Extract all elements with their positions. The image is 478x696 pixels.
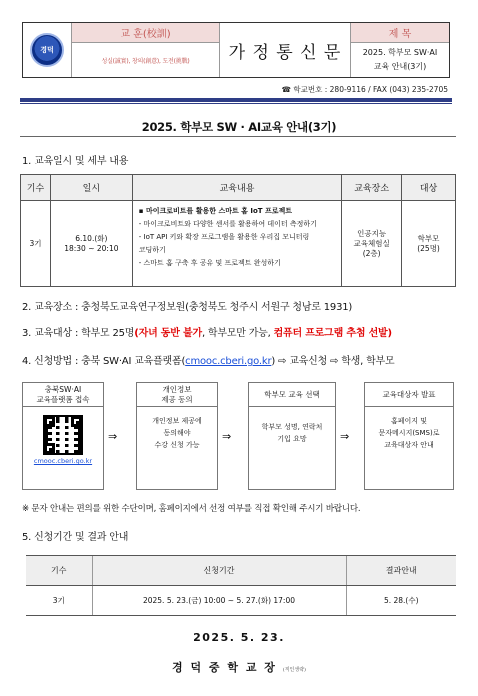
flow-step-3-body: 학부모 성명, 연락처 기입 요망 <box>261 423 323 443</box>
logo-cell <box>23 23 71 77</box>
flow-step-3-title: 학부모 교육 선택 <box>249 383 335 407</box>
cell-place <box>342 201 402 287</box>
arrow-right-icon: ⇒ <box>108 430 118 443</box>
table-row <box>21 201 456 287</box>
divider-thin <box>20 103 452 104</box>
issue-date: 2025. 5. 23. <box>193 631 285 644</box>
topic-value <box>351 43 449 77</box>
application-table <box>26 555 456 616</box>
place-line-2: 교육체험실 <box>353 238 390 248</box>
place-line-1: 인공지능 <box>357 228 387 238</box>
col-date: 일시 <box>50 175 132 201</box>
section5-heading: 5. 신청기간 및 결과 안내 <box>22 532 129 543</box>
col-term: 기수 <box>21 175 51 201</box>
table-header-row <box>21 175 456 201</box>
divider-thick <box>20 98 452 102</box>
section4-text <box>22 352 394 367</box>
content-line-0: ▪ 마이크로비트를 활용한 스마트 홈 IoT 프로젝트 <box>138 207 293 215</box>
col-place: 교육장소 <box>342 175 402 201</box>
target-line-2: (25명) <box>417 243 440 253</box>
flow-step-2-title: 개인정보 제공 동의 <box>137 383 217 407</box>
col-result: 결과안내 <box>346 556 456 586</box>
seal-note: (직인생략) <box>282 667 306 673</box>
target-line-1: 학부모 <box>417 233 440 243</box>
col-content: 교육내용 <box>132 175 341 201</box>
flow-step-2 <box>136 382 218 490</box>
arrow-right-icon: ⇒ <box>340 430 350 443</box>
cell-term: 3기 <box>26 586 92 616</box>
section4-suffix: ) ⇨ 교육신청 ⇨ 학생, 학부모 <box>271 356 395 367</box>
cell-content <box>132 201 341 287</box>
flow-step-1-title: 충북SW·AI 교육플랫폼 접속 <box>23 383 103 407</box>
letter-title: 가 정 통 신 문 <box>219 23 351 77</box>
section3-warning-2: 컴퓨터 프로그램 추첨 선발) <box>273 328 392 339</box>
topic-line-1: 2025. 학부모 SW·AI <box>362 48 438 57</box>
principal-name: 경 덕 중 학 교 장 <box>172 661 277 674</box>
section2-text: 2. 교육장소 : 충청북도교육연구정보원(충청북도 청주시 서원구 청남로 1931) <box>22 302 353 313</box>
cell-period: 2025. 5. 23.(금) 10:00 ~ 5. 27.(화) 17:00 <box>92 586 346 616</box>
title-divider <box>20 136 456 137</box>
motto-values: 성실(誠實), 창의(創意), 도전(挑戰) <box>71 43 219 77</box>
topic-label: 제 목 <box>351 23 449 43</box>
notice-text: ※ 문자 안내는 편의를 위한 수단이며, 홈페이지에서 선정 여부를 직접 확인해 주시기 바랍니다. <box>22 504 361 514</box>
content-line-3: 코딩하기 <box>138 246 166 254</box>
section3-warning-1: (자녀 동반 불가 <box>134 328 202 339</box>
schedule-table <box>20 174 456 287</box>
date-line-2: 18:30 ~ 20:10 <box>64 243 119 253</box>
content-line-4: - 스마트 홈 구축 후 공유 및 프로젝트 완성하기 <box>138 259 281 267</box>
col-target: 대상 <box>402 175 456 201</box>
flow-step-1-link[interactable]: cmooc.cberi.go.kr <box>33 457 93 465</box>
flow-step-4-title: 교육대상자 발표 <box>365 383 453 407</box>
col-term: 기수 <box>26 556 92 586</box>
table-header-row <box>26 556 456 586</box>
place-line-3: (2층) <box>362 248 381 258</box>
qr-code-icon <box>43 415 83 455</box>
signature <box>0 659 478 675</box>
letter-header <box>22 22 450 78</box>
content-line-2: - IoT API 키와 확장 프로그램을 활용한 우리집 모니터링 <box>138 233 310 241</box>
flow-step-2-body: 개인정보 제공에 동의해야 수강 신청 가능 <box>152 417 202 449</box>
section3-prefix: 3. 교육대상 : 학부모 25명 <box>22 328 135 339</box>
flow-step-1 <box>22 382 104 490</box>
document-title: 2025. 학부모 SW · AI교육 안내(3기) <box>141 120 337 134</box>
cell-term: 3기 <box>21 201 51 287</box>
col-period: 신청기간 <box>92 556 346 586</box>
school-logo <box>30 33 64 67</box>
section3-mid: , 학부모만 가능, <box>201 328 274 339</box>
content-line-1: - 마이크로비트와 다양한 센서를 활용하여 데이터 측정하기 <box>138 220 317 228</box>
section1-heading: 1. 교육일시 및 세부 내용 <box>22 156 129 167</box>
flow-step-4 <box>364 382 454 490</box>
table-row <box>26 586 456 616</box>
arrow-right-icon: ⇒ <box>222 430 232 443</box>
date-line-1: 6.10.(화) <box>75 233 108 243</box>
cell-target <box>402 201 456 287</box>
flow-step-4-body: 홈페이지 및 문자메시지(SMS)로 교육대상자 안내 <box>378 417 440 449</box>
platform-link[interactable]: cmooc.cberi.go.kr <box>185 356 272 367</box>
contact-info: ☎ 학교번호 : 280-9116 / FAX (043) 235-2705 <box>281 85 448 94</box>
logo-text: 경덕 <box>40 46 54 54</box>
cell-result: 5. 28.(수) <box>346 586 456 616</box>
topic-line-2: 교육 안내(3기) <box>373 62 427 71</box>
motto-label: 교 훈(校訓) <box>71 23 219 43</box>
flow-step-3 <box>248 382 336 490</box>
section4-prefix: 4. 신청방법 : 충북 SW·AI 교육플랫폼( <box>22 356 186 367</box>
cell-date <box>50 201 132 287</box>
section3-text <box>22 324 392 339</box>
